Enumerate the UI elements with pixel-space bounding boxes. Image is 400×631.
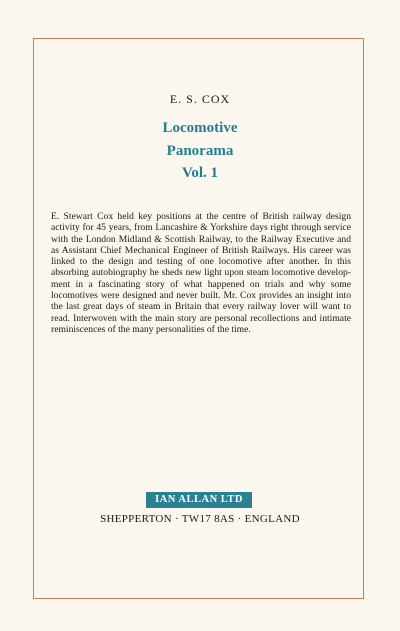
book-description: E. Stewart Cox held key positions at the centre of British railway design activity for 45 years, from Lancashire & Yorkshire days right through service with the London Midland & Scottish Railway, to the Railway Executive and as Assistant Chief Mechanical Engineer of British Railways. His career was linked to the design and testing of one locomotive after another. In this absorbing autobiography he sheds new light upon steam locomotive development in a fascinating story of what happened on trials and why some locomotives were designed and never built. Mr. Cox provides an insight into the last great days of steam in Britain that every railway lover will want to read. Interwoven with the main story are personal recollections and intimate reminiscences of the many personalities of the time. (51, 211, 351, 335)
author-name: E. S. COX (169, 92, 231, 106)
publisher-address: SHEPPERTON · TW17 8AS · ENGLAND (100, 513, 300, 525)
volume-label: Vol. 1 (181, 165, 219, 181)
title-line-2: Panorama (166, 143, 234, 159)
title-line-1: Locomotive (162, 120, 238, 136)
publisher-logo: IAN ALLAN LTD (146, 492, 252, 508)
